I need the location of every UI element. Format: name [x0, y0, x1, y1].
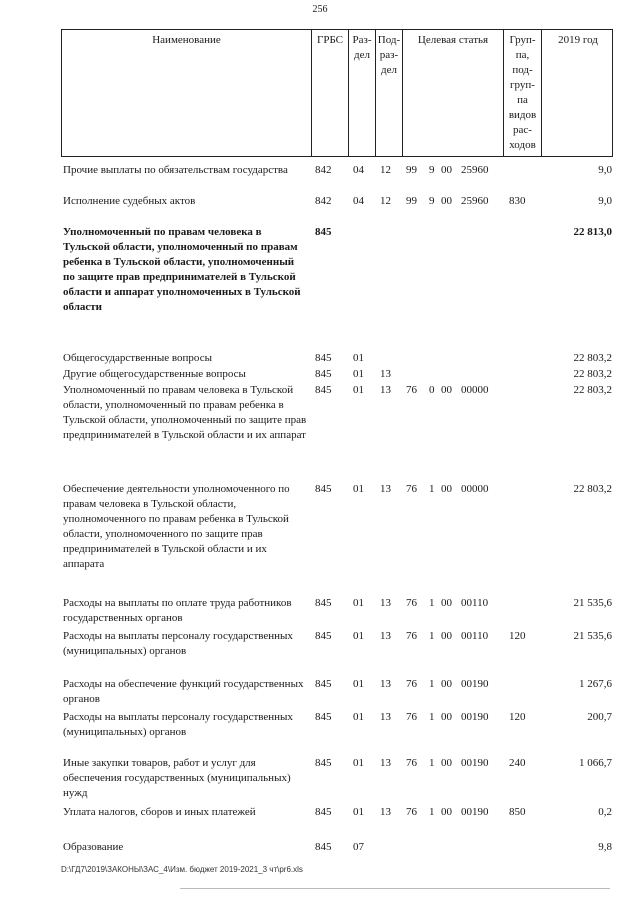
cell-pr: 13: [380, 384, 391, 396]
cell-cs2: 1: [429, 597, 435, 609]
cell-cs3: 00: [441, 164, 452, 176]
cell-cs1: 76: [406, 757, 417, 769]
row-name: Обеспечение деятельности уполномоченного по правам человека в Тульской области, уполномоченного по правам ребенка в Тульской области, уполномоченного по защите прав предпринимателей в Тульской области и их аппарата: [63, 483, 290, 570]
cell-cs4: 00190: [461, 806, 489, 818]
cell-cs4: 25960: [461, 164, 489, 176]
header-razdel: Раз- дел: [349, 30, 376, 156]
cell-grbs: 842: [315, 164, 332, 176]
cell-pr: 13: [380, 483, 391, 495]
cell-grbs: 845: [315, 483, 332, 495]
cell-cs3: 00: [441, 597, 452, 609]
cell-amount: 1 267,6: [579, 678, 612, 690]
cell-grbs: 842: [315, 195, 332, 207]
cell-pr: 13: [380, 630, 391, 642]
cell-amount: 1 066,7: [579, 757, 612, 769]
cell-grbs: 845: [315, 368, 332, 380]
cell-rz: 01: [353, 711, 364, 723]
cell-amount: 22 813,0: [573, 226, 612, 238]
cell-cs3: 00: [441, 483, 452, 495]
cell-cs3: 00: [441, 757, 452, 769]
cell-cs3: 00: [441, 806, 452, 818]
cell-cs4: 00110: [461, 597, 489, 609]
cell-cs2: 1: [429, 483, 435, 495]
cell-rz: 01: [353, 806, 364, 818]
cell-cs2: 1: [429, 678, 435, 690]
cell-pr: 13: [380, 368, 391, 380]
cell-grbs: 845: [315, 630, 332, 642]
cell-cs4: 00000: [461, 384, 489, 396]
cell-amount: 22 803,2: [573, 384, 612, 396]
cell-amount: 9,0: [598, 164, 612, 176]
cell-cs4: 25960: [461, 195, 489, 207]
cell-cs1: 76: [406, 630, 417, 642]
row-name: Образование: [63, 841, 124, 853]
cell-cs3: 00: [441, 711, 452, 723]
cell-grbs: 845: [315, 711, 332, 723]
cell-cs1: 99: [406, 164, 417, 176]
cell-amount: 22 803,2: [573, 352, 612, 364]
row-name: Уполномоченный по правам человека в Тульской области, уполномоченный по правам ребенка в Тульской области, уполномоченный по защите прав предпринимателей в Тульской области и аппарат уполномоченных в Тульской области: [63, 226, 301, 313]
row-name: Исполнение судебных актов: [63, 195, 196, 207]
row-name: Расходы на выплаты персоналу государственных (муниципальных) органов: [63, 630, 293, 657]
cell-pr: 13: [380, 757, 391, 769]
row-name: Общегосударственные вопросы: [63, 352, 212, 364]
table-header: [61, 29, 613, 157]
cell-amount: 200,7: [587, 711, 612, 723]
cell-rz: 01: [353, 352, 364, 364]
cell-cs1: 76: [406, 711, 417, 723]
cell-rz: 01: [353, 678, 364, 690]
cell-pr: 12: [380, 195, 391, 207]
cell-grbs: 845: [315, 757, 332, 769]
cell-cs4: 00190: [461, 757, 489, 769]
cell-grbs: 845: [315, 597, 332, 609]
cell-vr: 120: [509, 630, 526, 642]
cell-grbs: 845: [315, 678, 332, 690]
cell-rz: 01: [353, 757, 364, 769]
header-name: Наименование: [62, 30, 312, 156]
cell-amount: 9,8: [598, 841, 612, 853]
cell-pr: 12: [380, 164, 391, 176]
cell-pr: 13: [380, 806, 391, 818]
header-podrazdel: Под- раз- дел: [376, 30, 403, 156]
cell-cs3: 00: [441, 678, 452, 690]
cell-cs4: 00190: [461, 711, 489, 723]
cell-cs1: 76: [406, 597, 417, 609]
cell-grbs: 845: [315, 384, 332, 396]
row-name: Иные закупки товаров, работ и услуг для обеспечения государственных (муниципальных) нужд: [63, 757, 291, 799]
file-path-footer: D:\ГД7\2019\ЗАКОНЫ\ЗАС_4\Изм. бюджет 2019-2021_3 чт\pr6.xls: [61, 865, 303, 874]
row-name: Расходы на обеспечение функций государственных органов: [63, 678, 304, 705]
row-name: Уплата налогов, сборов и иных платежей: [63, 806, 256, 818]
cell-cs2: 9: [429, 195, 435, 207]
header-grbs: ГРБС: [312, 30, 349, 156]
cell-cs1: 76: [406, 678, 417, 690]
row-name: Расходы на выплаты персоналу государственных (муниципальных) органов: [63, 711, 293, 738]
cell-amount: 21 535,6: [573, 597, 612, 609]
cell-cs2: 1: [429, 757, 435, 769]
cell-grbs: 845: [315, 841, 332, 853]
cell-grbs: 845: [315, 806, 332, 818]
cell-pr: 13: [380, 711, 391, 723]
cell-cs3: 00: [441, 630, 452, 642]
cell-amount: 22 803,2: [573, 483, 612, 495]
header-year: 2019 год: [558, 34, 598, 46]
cell-pr: 13: [380, 678, 391, 690]
cell-cs2: 0: [429, 384, 435, 396]
cell-vr: 120: [509, 711, 526, 723]
cell-cs3: 00: [441, 384, 452, 396]
cell-cs4: 00110: [461, 630, 489, 642]
cell-cs2: 9: [429, 164, 435, 176]
row-name: Расходы на выплаты по оплате труда работников государственных органов: [63, 597, 292, 624]
cell-rz: 01: [353, 483, 364, 495]
cell-cs2: 1: [429, 806, 435, 818]
cell-cs1: 99: [406, 195, 417, 207]
cell-rz: 07: [353, 841, 364, 853]
cell-cs2: 1: [429, 630, 435, 642]
cell-rz: 04: [353, 164, 364, 176]
cell-rz: 04: [353, 195, 364, 207]
cell-cs3: 00: [441, 195, 452, 207]
cell-cs4: 00000: [461, 483, 489, 495]
cell-amount: 21 535,6: [573, 630, 612, 642]
cell-rz: 01: [353, 368, 364, 380]
row-name: Уполномоченный по правам человека в Тульской области, уполномоченный по правам ребенка в Тульской области, уполномоченный по защите прав предпринимателей в Тульской области и их аппарат: [63, 384, 307, 441]
cell-rz: 01: [353, 384, 364, 396]
cell-vr: 240: [509, 757, 526, 769]
cell-rz: 01: [353, 597, 364, 609]
header-expense-group: Груп- па, под- груп- па видов рас- ходов: [504, 30, 542, 156]
cell-amount: 0,2: [598, 806, 612, 818]
row-name: Прочие выплаты по обязательствам государства: [63, 164, 288, 176]
cell-vr: 850: [509, 806, 526, 818]
footer-divider: [180, 888, 610, 889]
cell-pr: 13: [380, 597, 391, 609]
cell-grbs: 845: [315, 352, 332, 364]
cell-vr: 830: [509, 195, 526, 207]
cell-amount: 22 803,2: [573, 368, 612, 380]
cell-rz: 01: [353, 630, 364, 642]
cell-cs4: 00190: [461, 678, 489, 690]
cell-cs2: 1: [429, 711, 435, 723]
cell-grbs: 845: [315, 226, 332, 238]
cell-cs1: 76: [406, 483, 417, 495]
page-number: 256: [312, 4, 328, 15]
header-target-article: Целевая статья: [403, 30, 504, 156]
cell-amount: 9,0: [598, 195, 612, 207]
cell-cs1: 76: [406, 384, 417, 396]
row-name: Другие общегосударственные вопросы: [63, 368, 246, 380]
cell-cs1: 76: [406, 806, 417, 818]
